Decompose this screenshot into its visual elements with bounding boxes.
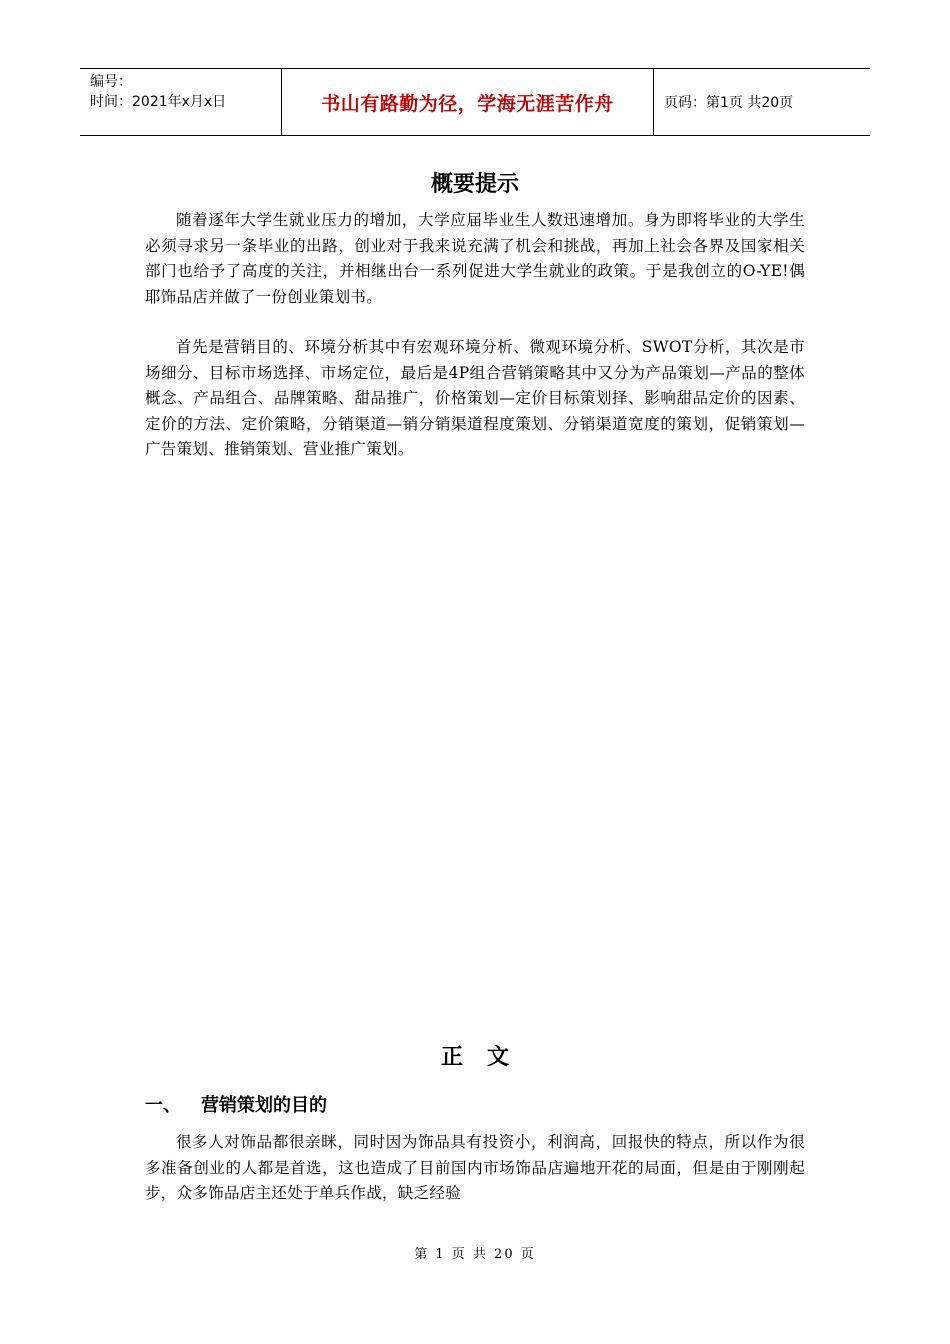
- page-footer: 第 1 页 共 20 页: [414, 1247, 536, 1262]
- header-meta-cell: [80, 69, 282, 135]
- document-number-label: 编号：: [90, 74, 132, 90]
- body-title: 正文: [440, 1045, 533, 1070]
- summary-paragraph-2: 首先是营销目的、环境分析其中有宏观环境分析、微观环境分析、SWOT分析，其次是市场细分、目标市场选择、市场定位，最后是4P组合营销策略其中又分为产品策划—产品的整体概念、产品组合、品牌策略、甜品推广，价格策划—定价目标策划择、影响甜品定价的因素、定价的方法、定价策略，分销渠道—销分销渠道程度策划、分销渠道宽度的策划，促销策划—广告策划、推销策划、营业推广策划。: [145, 338, 805, 458]
- section-number: 一、: [145, 1095, 181, 1116]
- section-heading-1: [145, 1092, 327, 1120]
- section-1-paragraph: 很多人对饰品都很亲眯，同时因为饰品具有投资小，利润高，回报快的特点，所以作为很多准备创业的人都是首选，这也造成了目前国内市场饰品店遍地开花的局面，但是由于刚刚起步，众多饰品店主还处于单兵作战，缺乏经验: [145, 1133, 805, 1202]
- summary-title: 概要提示: [430, 172, 519, 197]
- summary-paragraph-1: 随着逐年大学生就业压力的增加，大学应届毕业生人数迅速增加。身为即将毕业的大学生必须寻求另一条毕业的出路，创业对于我来说充满了机会和挑战，再加上社会各界及国家相关部门也给予了高度的关注，并相继出台一系列促进大学生就业的政策。于是我创立的O-YE!偶耶饰品店并做了一份创业策划书。: [145, 211, 805, 306]
- header-page-info: 页码：第1页 共20页: [664, 95, 794, 111]
- document-time-label: 时间：2021年x月x日: [90, 94, 227, 110]
- header-table: [80, 68, 870, 136]
- header-motto: 书山有路勤为径，学海无涯苦作舟: [282, 69, 654, 135]
- section-heading-text: 营销策划的目的: [201, 1095, 327, 1116]
